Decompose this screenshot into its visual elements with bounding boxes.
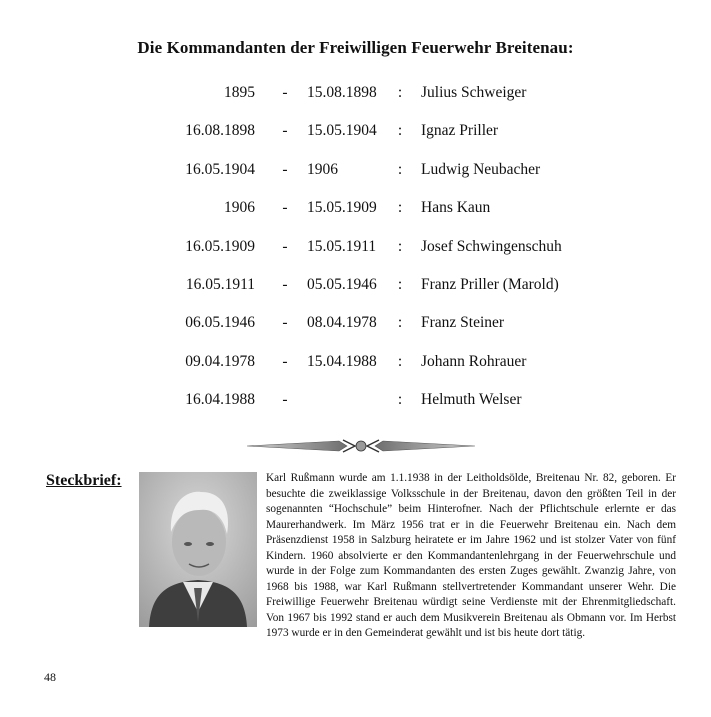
commander-row [0, 314, 711, 352]
term-start: 1906 [224, 199, 255, 217]
term-separator: - [282, 275, 288, 293]
term-start: 1895 [224, 84, 255, 101]
term-end: 15.05.1911 [307, 237, 377, 255]
term-separator: - [282, 122, 288, 140]
commander-name: Franz Priller (Marold) [421, 275, 559, 293]
ornament-left-spike [247, 441, 347, 451]
commander-name: Hans Kaun [421, 199, 491, 217]
term-end: 08.04.1978 [307, 314, 377, 332]
commander-name: Helmuth Welser [421, 391, 522, 409]
term-start: 16.05.1904 [185, 160, 255, 178]
name-separator: : [397, 122, 403, 140]
term-start: 16.04.1988 [185, 391, 255, 409]
commander-row [0, 238, 711, 276]
name-separator: : [397, 199, 403, 217]
term-start: 16.08.1898 [185, 122, 255, 140]
ornament-divider [247, 436, 475, 456]
term-separator: - [282, 352, 288, 370]
name-separator: : [397, 352, 403, 370]
name-separator: : [397, 160, 403, 178]
term-separator: - [282, 84, 288, 101]
term-start: 16.05.1911 [185, 275, 255, 293]
term-separator: - [282, 199, 288, 217]
term-end: 15.08.1898 [307, 84, 377, 101]
commander-name: Ludwig Neubacher [421, 160, 541, 178]
commander-row [0, 391, 711, 429]
name-separator: : [397, 84, 403, 101]
name-separator: : [397, 237, 403, 255]
term-separator: - [282, 314, 288, 332]
commander-row [0, 276, 711, 314]
commander-row [0, 84, 711, 122]
name-separator: : [397, 391, 403, 409]
name-separator: : [397, 314, 403, 332]
term-end: 15.05.1904 [307, 122, 377, 140]
page-title: Die Kommandanten der Freiwilligen Feuerwehr Breitenau: [137, 38, 574, 57]
term-end: 15.05.1909 [307, 199, 377, 217]
commander-name: Julius Schweiger [421, 84, 527, 101]
term-end: 05.05.1946 [307, 275, 377, 293]
term-start: 16.05.1909 [185, 237, 255, 255]
commander-row [0, 199, 711, 237]
term-separator: - [282, 391, 288, 409]
term-separator: - [282, 160, 288, 178]
term-end: 15.04.1988 [307, 352, 377, 370]
commander-row [0, 161, 711, 199]
portrait-figure [139, 472, 257, 627]
portrait-photo [139, 472, 257, 627]
commander-name: Franz Steiner [421, 314, 505, 332]
term-end: 1906 [307, 160, 338, 178]
name-separator: : [397, 275, 403, 293]
page-number: 48 [44, 670, 56, 684]
term-start: 06.05.1946 [185, 314, 255, 332]
commander-name: Josef Schwingenschuh [421, 237, 562, 255]
commander-row [0, 353, 711, 391]
commander-name: Ignaz Priller [421, 122, 499, 140]
term-separator: - [282, 237, 288, 255]
ornament-center-dot [356, 441, 366, 451]
commander-row [0, 122, 711, 160]
commander-list [0, 84, 711, 430]
steckbrief-label: Steckbrief: [46, 472, 122, 489]
term-start: 09.04.1978 [185, 352, 255, 370]
commander-name: Johann Rohrauer [421, 352, 527, 370]
biography-text: Karl Rußmann wurde am 1.1.1938 in der Leitholdsölde, Breitenau Nr. 82, geboren. Er besuchte die zweiklassige Volksschule in der Breitenau, davon den größten Teil in der sogenannten “Hochschule” beim Hinterofner. Nach der Pflichtschule erlernte er das Maurerhandwerk. Im März 1956 trat er in die Feuerwehr Breitenau ein. Nach dem Präsenzdienst 1958 in Salzburg heiratete er im Jahre 1962 und ist stolzer Vater von fünf Kindern. 1960 absolvierte er den Kommandantenlehrgang in der Feuerwehrschule und wurde in der Folge zum Kommandanten des ersten Zuges gewählt. Zwanzig Jahre, von 1968 bis 1988, war Karl Rußmann stellvertretender Kommandant unserer Wehr. Die Freiwillige Feuerwehr Breitenau würdigt seine Verdienste mit der Ehrenmitgliedschaft. Von 1967 bis 1992 stand er auch dem Musikverein Breitenau als Obmann vor. Im Herbst 1973 wurde er in den Gemeinderat gewählt und ist bis heute dort tätig. [266, 472, 676, 639]
ornament-right-spike [375, 441, 475, 451]
